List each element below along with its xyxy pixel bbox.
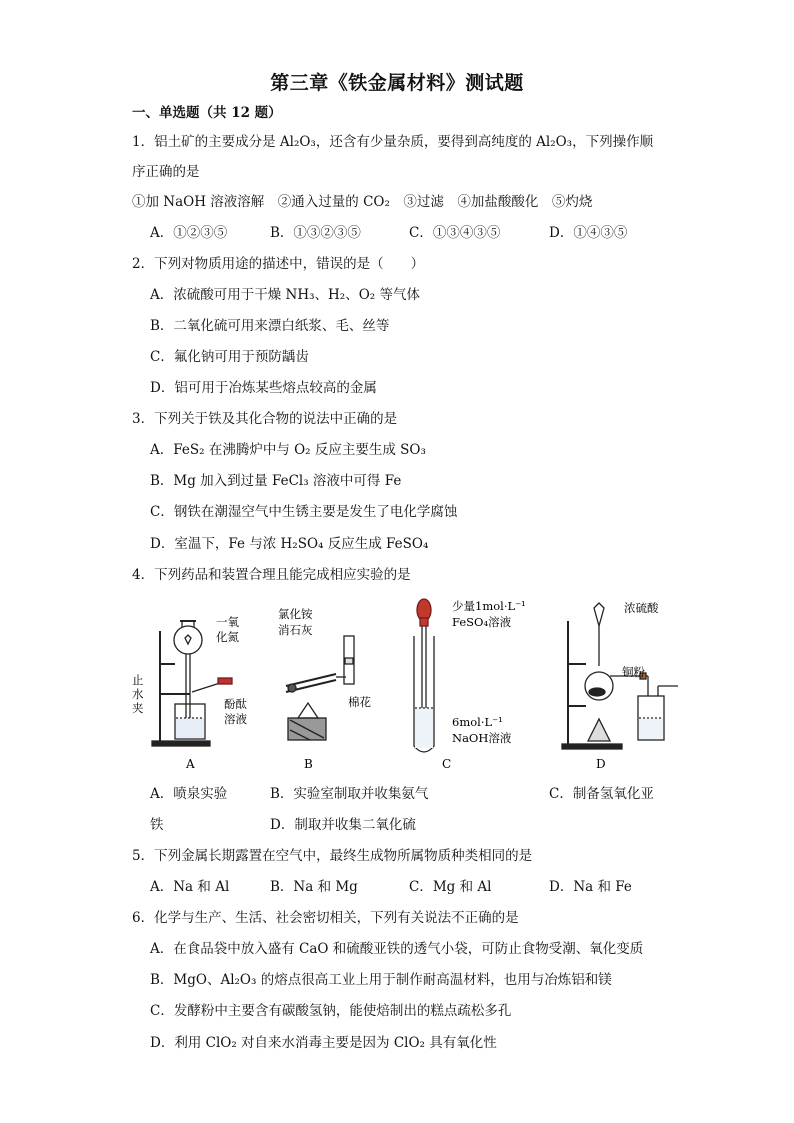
fig-a-clip3: 夹 (132, 701, 144, 715)
q2-option-b: B．二氧化硫可用来漂白纸浆、毛、丝等 (150, 318, 390, 334)
q5-option-b: B．Na 和 Mg (270, 879, 358, 895)
fig-d-caption: D (596, 757, 606, 771)
fig-a-ind2: 溶液 (224, 712, 247, 726)
q4-option-a: A．喷泉实验 (150, 786, 228, 802)
q6-stem: 6．化学与生产、生活、社会密切相关，下列有关说法不正确的是 (132, 910, 519, 926)
q4-option-d: D．制取并收集二氧化硫 (270, 817, 416, 833)
figure-b-ammonia-apparatus (278, 596, 398, 771)
fig-a-clip2: 水 (132, 687, 144, 701)
q4-stem: 4．下列药品和装置合理且能完成相应实验的是 (132, 567, 411, 583)
q2-option-c: C．氟化钠可用于预防龋齿 (150, 349, 309, 365)
fig-c-caption: C (442, 757, 452, 771)
q6-option-a: A．在食品袋中放入盛有 CaO 和硫酸亚铁的透气小袋，可防止食物受潮、氧化变质 (150, 941, 644, 957)
q4-option-c: C．制备氢氧化亚 (549, 786, 654, 802)
fig-d-acid: 浓硫酸 (624, 601, 659, 615)
q5-option-c: C．Mg 和 Al (409, 879, 492, 895)
fig-b-cotton: 棉花 (348, 695, 371, 709)
q6-option-b: B．MgO、Al₂O₃ 的熔点很高工业上用于制作耐高温材料，也用与冶炼铝和镁 (150, 972, 612, 988)
q1-stem-line1: 1．铝土矿的主要成分是 Al₂O₃，还含有少量杂质，要得到高纯度的 Al₂O₃，下列操作顺 (132, 134, 654, 150)
fig-a-label2: 化氮 (216, 630, 239, 644)
fig-a-ind1: 酚酞 (224, 697, 247, 711)
q1-option-c: C．①③④③⑤ (409, 225, 501, 241)
q2-option-d: D．铝可用于冶炼某些熔点较高的金属 (150, 380, 377, 396)
figure-c-test-tube (402, 596, 552, 771)
fig-d-cu: 铜粉 (622, 665, 645, 679)
q1-option-a: A．①②③⑤ (150, 225, 228, 241)
fig-b-reag1: 氯化铵 (278, 607, 313, 621)
fig-c-top2: FeSO₄溶液 (452, 615, 512, 629)
q5-stem: 5．下列金属长期露置在空气中，最终生成物所属物质种类相同的是 (132, 848, 533, 864)
figure-d-so2-apparatus (558, 596, 720, 771)
fig-c-top1: 少量1mol·L⁻¹ (452, 599, 526, 613)
section-heading: 一、单选题（共 12 题） (132, 105, 282, 121)
fig-c-bot2: NaOH溶液 (452, 731, 512, 745)
fig-a-caption: A (186, 757, 195, 771)
q3-option-b: B．Mg 加入到过量 FeCl₃ 溶液中可得 Fe (150, 473, 402, 489)
q1-option-d: D．①④③⑤ (549, 225, 628, 241)
fig-a-label1: 一氧 (216, 615, 239, 629)
q4-option-b: B．实验室制取并收集氨气 (270, 786, 429, 802)
fig-a-clip1: 止 (132, 673, 144, 687)
q1-stem-line2: 序正确的是 (132, 164, 200, 180)
fig-b-reag2: 消石灰 (278, 623, 313, 637)
q2-option-a: A．浓硫酸可用于干燥 NH₃、H₂、O₂ 等气体 (150, 287, 420, 303)
q5-option-a: A．Na 和 Al (150, 879, 230, 895)
figure-a-fountain-apparatus (130, 596, 270, 771)
q3-option-a: A．FeS₂ 在沸腾炉中与 O₂ 反应主要生成 SO₃ (150, 442, 426, 458)
q3-stem: 3．下列关于铁及其化合物的说法中正确的是 (132, 411, 398, 427)
q3-option-c: C．钢铁在潮湿空气中生锈主要是发生了电化学腐蚀 (150, 504, 458, 520)
q4-option-c-continued: 铁 (150, 817, 164, 833)
q6-option-c: C．发酵粉中主要含有碳酸氢钠，能使焙制出的糕点疏松多孔 (150, 1003, 512, 1019)
fig-b-caption: B (304, 757, 313, 771)
q6-option-d: D．利用 ClO₂ 对自来水消毒主要是因为 ClO₂ 具有氧化性 (150, 1035, 497, 1051)
q1-steps: ①加 NaOH 溶液溶解 ②通入过量的 CO₂ ③过滤 ④加盐酸酸化 ⑤灼烧 (132, 194, 593, 210)
q3-option-d: D．室温下，Fe 与浓 H₂SO₄ 反应生成 FeSO₄ (150, 536, 429, 552)
q5-option-d: D．Na 和 Fe (549, 879, 632, 895)
page-title: 第三章《铁金属材料》测试题 (270, 72, 524, 94)
q1-option-b: B．①③②③⑤ (270, 225, 361, 241)
q4-apparatus-figures (130, 596, 720, 776)
q2-stem: 2．下列对物质用途的描述中，错误的是（ ） (132, 256, 425, 272)
fig-c-bot1: 6mol·L⁻¹ (452, 715, 503, 729)
